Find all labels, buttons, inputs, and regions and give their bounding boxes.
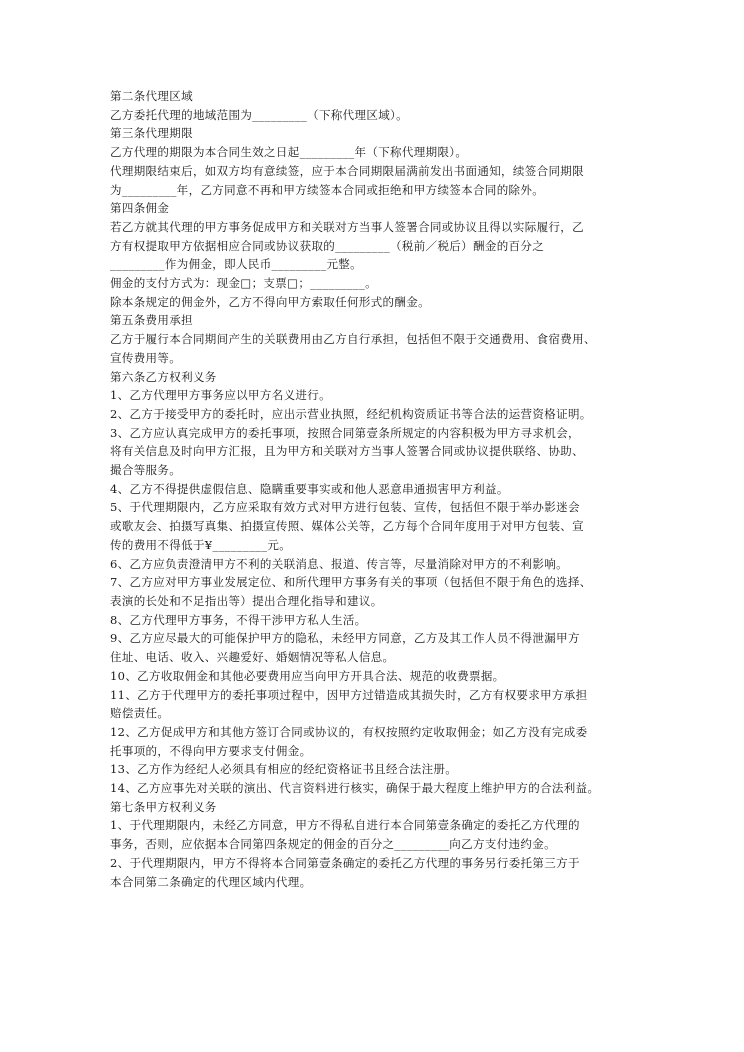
list-item: 8、乙方代理甲方事务，不得干涉甲方私人生活。: [110, 612, 367, 627]
list-item: 传的费用不得低于¥_________元。: [110, 537, 292, 552]
paragraph-line: _________作为佣金，即人民币_________元整。: [110, 257, 362, 272]
section-heading-article-7: 第七条甲方权利义务: [110, 799, 217, 814]
list-item: 撮合等服务。: [110, 463, 182, 478]
document-body: [110, 87, 644, 891]
list-item: 住址、电话、收入、兴趣爱好、婚姻情况等私人信息。: [110, 650, 395, 665]
paragraph-line: 方有权提取甲方依据相应合同或协议获取的_________（税前／税后）酬金的百分之: [110, 238, 545, 253]
list-item: 将有关信息及时向甲方汇报，且为甲方和关联对方当事人签署合同或协议提供联络、协助、: [110, 444, 584, 459]
list-item: 13、乙方作为经纪人必须具有相应的经纪资格证书且经合法注册。: [110, 762, 458, 777]
section-heading-article-4: 第四条佣金: [110, 201, 170, 216]
paragraph-line: 除本条规定的佣金外，乙方不得向甲方索取任何形式的酬金。: [110, 294, 430, 309]
paragraph-line: 代理期限结束后，如双方均有意续签，应于本合同期限届满前发出书面通知，续签合同期限: [110, 163, 584, 178]
paragraph-line: 为_________年，乙方同意不再和甲方续签本合同或拒绝和甲方续签本合同的除外。: [110, 182, 545, 197]
list-item: 表演的长处和不足指出等）提出合理化指导和建议。: [110, 593, 383, 608]
section-heading-article-5: 第五条费用承担: [110, 313, 193, 328]
list-item: 2、于代理期限内，甲方不得将本合同第壹条确定的委托乙方代理的事务另行委托第三方于: [110, 855, 580, 870]
list-item: 12、乙方促成甲方和其他方签订合同或协议的，有权按照约定收取佣金；如乙方没有完成委: [110, 724, 588, 739]
list-item: 或歌友会、拍摄写真集、拍摄宣传照、媒体公关等，乙方每个合同年度用于对甲方包装、宣: [110, 519, 584, 534]
list-item: 14、乙方应事先对关联的演出、代言资料进行核实，确保于最大程度上维护甲方的合法利益。: [110, 781, 600, 796]
paragraph-line: 乙方委托代理的地域范围为_________（下称代理区域）。: [110, 107, 408, 122]
list-item: 11、乙方于代理甲方的委托事项过程中，因甲方过错造成其损失时，乙方有权要求甲方承担: [110, 687, 588, 702]
list-item: 7、乙方应对甲方事业发展定位、和所代理甲方事务有关的事项（包括但不限于角色的选择、: [110, 575, 592, 590]
list-item: 4、乙方不得提供虚假信息、隐瞒重要事实或和他人恶意串通损害甲方利益。: [110, 481, 509, 496]
paragraph-line: 乙方于履行本合同期间产生的关联费用由乙方自行承担，包括但不限于交通费用、食宿费用、: [110, 332, 596, 347]
paragraph-line: 乙方代理的期限为本合同生效之日起_________年（下称代理期限）。: [110, 145, 468, 160]
list-item: 1、于代理期限内，未经乙方同意，甲方不得私自进行本合同第壹条确定的委托乙方代理的: [110, 818, 580, 833]
list-item: 托事项的，不得向甲方要求支付佣金。: [110, 743, 312, 758]
paragraph-line: 若乙方就其代理的甲方事务促成甲方和关联对方当事人签署合同或协议且得以实际履行，乙: [110, 219, 584, 234]
list-item: 赔偿责任。: [110, 706, 170, 721]
section-heading-article-3: 第三条代理期限: [110, 126, 193, 141]
list-item: 事务，否则，应依据本合同第四条规定的佣金的百分之_________向乙方支付违约金。: [110, 837, 556, 852]
list-item: 1、乙方代理甲方事务应以甲方名义进行。: [110, 388, 331, 403]
list-item: 3、乙方应认真完成甲方的委托事项，按照合同第壹条所规定的内容积极为甲方寻求机会，: [110, 425, 580, 440]
section-heading-article-6: 第六条乙方权利义务: [110, 369, 217, 384]
paragraph-line: 佣金的支付方式为：现金□；支票□；_________。: [110, 276, 377, 291]
list-item: 9、乙方应尽最大的可能保护甲方的隐私，未经甲方同意，乙方及其工作人员不得泄漏甲方: [110, 631, 580, 646]
list-item: 本合同第二条确定的代理区域内代理。: [110, 874, 312, 889]
paragraph-line: 宣传费用等。: [110, 350, 182, 365]
section-heading-article-2: 第二条代理区域: [110, 89, 193, 103]
list-item: 6、乙方应负责澄清甲方不利的关联消息、报道、传言等，尽量消除对甲方的不利影响。: [110, 556, 568, 571]
list-item: 5、于代理期限内，乙方应采取有效方式对甲方进行包装、宣传，包括但不限于举办影迷会: [110, 500, 580, 515]
list-item: 2、乙方于接受甲方的委托时，应出示营业执照，经纪机构资质证书等合法的运营资格证明。: [110, 406, 592, 421]
list-item: 10、乙方收取佣金和其他必要费用应当向甲方开具合法、规范的收费票据。: [110, 668, 505, 683]
